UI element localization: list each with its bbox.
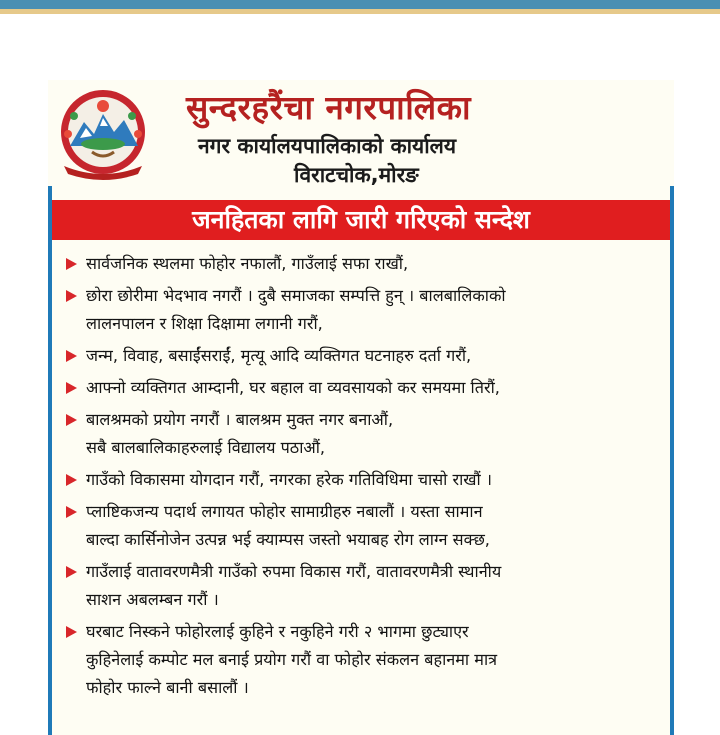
office-name: नगर कार्यालयपालिकाको कार्यालय [198, 134, 457, 158]
message-item [66, 406, 668, 462]
frame-right-border [670, 186, 674, 735]
top-bar-stripe [0, 9, 720, 14]
message-item [66, 498, 668, 554]
message-line: बाल्दा कार्सिनोजेन उत्पन्न भई क्याम्पस जस्तो भयाबह रोग लाग्न सक्छ, [86, 530, 490, 549]
message-line: लालनपालन र शिक्षा दिक्षामा लगानी गरौं, [86, 314, 323, 333]
message-line: प्लाष्टिकजन्य पदार्थ लगायत फोहोर सामाग्रीहरु नबालौं । यस्ता सामान [86, 502, 483, 521]
message-line: आफ्नो व्यक्तिगत आम्दानी, घर बहाल वा व्यवसायको कर समयमा तिरौं, [86, 378, 500, 397]
message-line: गाउँको विकासमा योगदान गरौं, नगरका हरेक गतिविधिमा चासो राखौं । [86, 470, 493, 489]
triangle-bullet-icon [66, 342, 80, 370]
office-location: विराटचोक,मोरङ [294, 163, 419, 187]
triangle-bullet-icon [66, 282, 80, 310]
triangle-bullet-icon [66, 618, 80, 646]
municipality-name: सुन्दरहरैंचा नगरपालिका [186, 88, 472, 127]
triangle-bullet-icon [66, 374, 80, 402]
message-line: साशन अबलम्बन गरौं । [86, 590, 219, 609]
message-item [66, 558, 668, 614]
frame-left-border [48, 186, 52, 735]
triangle-bullet-icon [66, 406, 80, 434]
message-line: फोहोर फाल्ने बानी बसालौं । [86, 678, 249, 697]
triangle-bullet-icon [66, 250, 80, 278]
message-line: सबै बालबालिकाहरुलाई विद्यालय पठाऔं, [86, 438, 326, 457]
message-line: कुहिनेलाई कम्पोट मल बनाई प्रयोग गरौं वा फोहोर संकलन बहानमा मात्र [86, 650, 498, 669]
notice-card [48, 80, 674, 735]
message-item [66, 250, 668, 278]
triangle-bullet-icon [66, 466, 80, 494]
triangle-bullet-icon [66, 498, 80, 526]
notice-banner: जनहितका लागि जारी गरिएको सन्देश [52, 200, 670, 240]
message-line: बालश्रमको प्रयोग नगरौं । बालश्रम मुक्त नगर बनाऔं, [86, 410, 394, 429]
message-line: जन्म, विवाह, बसाईंसराईं, मृत्यू आदि व्यक्तिगत घटनाहरु दर्ता गरौं, [86, 346, 472, 365]
message-line: छोरा छोरीमा भेदभाव नगरौं । दुबै समाजका सम्पत्ति हुन् । बालबालिकाको [86, 286, 506, 305]
message-list [66, 250, 668, 706]
top-bar [0, 0, 720, 14]
nepal-emblem-icon [52, 86, 154, 182]
message-item [66, 466, 668, 494]
message-item [66, 618, 668, 702]
message-line: सार्वजनिक स्थलमा फोहोर नफालौं, गाउँलाई सफा राखौं, [86, 254, 409, 273]
message-item [66, 282, 668, 338]
message-line: गाउँलाई वातावरणमैत्री गाउँको रुपमा विकास गरौं, वातावरणमैत्री स्थानीय [86, 562, 502, 581]
message-item [66, 374, 668, 402]
message-line: घरबाट निस्कने फोहोरलाई कुहिने र नकुहिने गरी २ भागमा छुट्याएर [86, 622, 469, 641]
triangle-bullet-icon [66, 558, 80, 586]
message-item [66, 342, 668, 370]
